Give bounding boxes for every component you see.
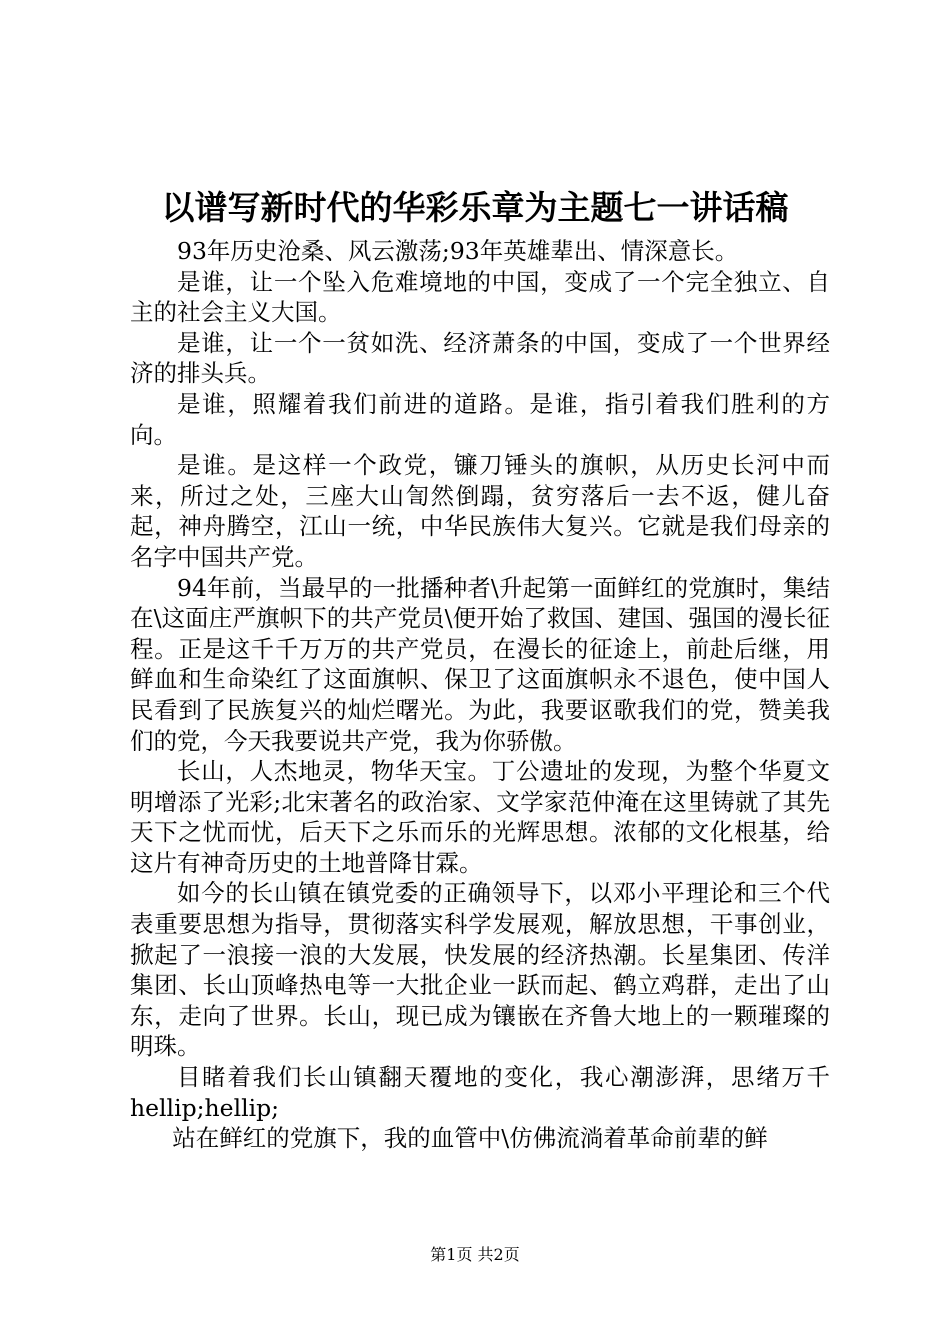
- paragraph: 是谁。是这样一个政党，镰刀锤头的旗帜，从历史长河中而来，所过之处，三座大山訇然倒蹋，贫穷落后一去不返，健儿奋起，神舟腾空，江山一统，中华民族伟大复兴。它就是我们母亲的名字中国共产党。: [130, 451, 830, 571]
- paragraph: 如今的长山镇在镇党委的正确领导下，以邓小平理论和三个代表重要思想为指导，贯彻落实科学发展观，解放思想，干事创业，掀起了一浪接一浪的大发展，快发展的经济热潮。长星集团、传洋集团、长山顶峰热电等一大批企业一跃而起、鹤立鸡群，走出了山东，走向了世界。长山，现已成为镶嵌在齐鲁大地上的一颗璀璨的明珠。: [130, 879, 830, 1061]
- paragraph: 94年前，当最早的一批播种者\升起第一面鲜红的党旗时，集结在\这面庄严旗帜下的共产党员\便开始了救国、建国、强国的漫长征程。正是这千千万万的共产党员，在漫长的征途上，前赴后继，用鲜血和生命染红了这面旗帜、保卫了这面旗帜永不退色，使中国人民看到了民族复兴的灿烂曙光。为此，我要讴歌我们的党，赞美我们的党，今天我要说共产党，我为你骄傲。: [130, 573, 830, 755]
- paragraph: 站在鲜红的党旗下，我的血管中\仿佛流淌着革命前辈的鲜: [172, 1124, 768, 1153]
- paragraph: 是谁，让一个一贫如洗、经济萧条的中国，变成了一个世界经济的排头兵。: [130, 328, 830, 388]
- document-body: [130, 236, 830, 1154]
- paragraph: 是谁，照耀着我们前进的道路。是谁，指引着我们胜利的方向。: [130, 389, 830, 449]
- page-number-footer: 第1页 共2页: [430, 1245, 520, 1264]
- paragraph: 是谁，让一个坠入危难境地的中国，变成了一个完全独立、自主的社会主义大国。: [130, 267, 830, 327]
- paragraph: 长山，人杰地灵，物华天宝。丁公遗址的发现，为整个华夏文明增添了光彩;北宋著名的政治家、文学家范仲淹在这里铸就了其先天下之忧而忧，后天下之乐而乐的光辉思想。浓郁的文化根基，给这片有神奇历史的土地普降甘霖。: [130, 757, 830, 877]
- document-title: 以谱写新时代的华彩乐章为主题七一讲话稿: [161, 188, 789, 227]
- paragraph: 目睹着我们长山镇翻天覆地的变化，我心潮澎湃，思绪万千hellip;hellip;: [130, 1063, 830, 1122]
- paragraph: 93年历史沧桑、风云激荡;93年英雄辈出、情深意长。: [177, 237, 739, 265]
